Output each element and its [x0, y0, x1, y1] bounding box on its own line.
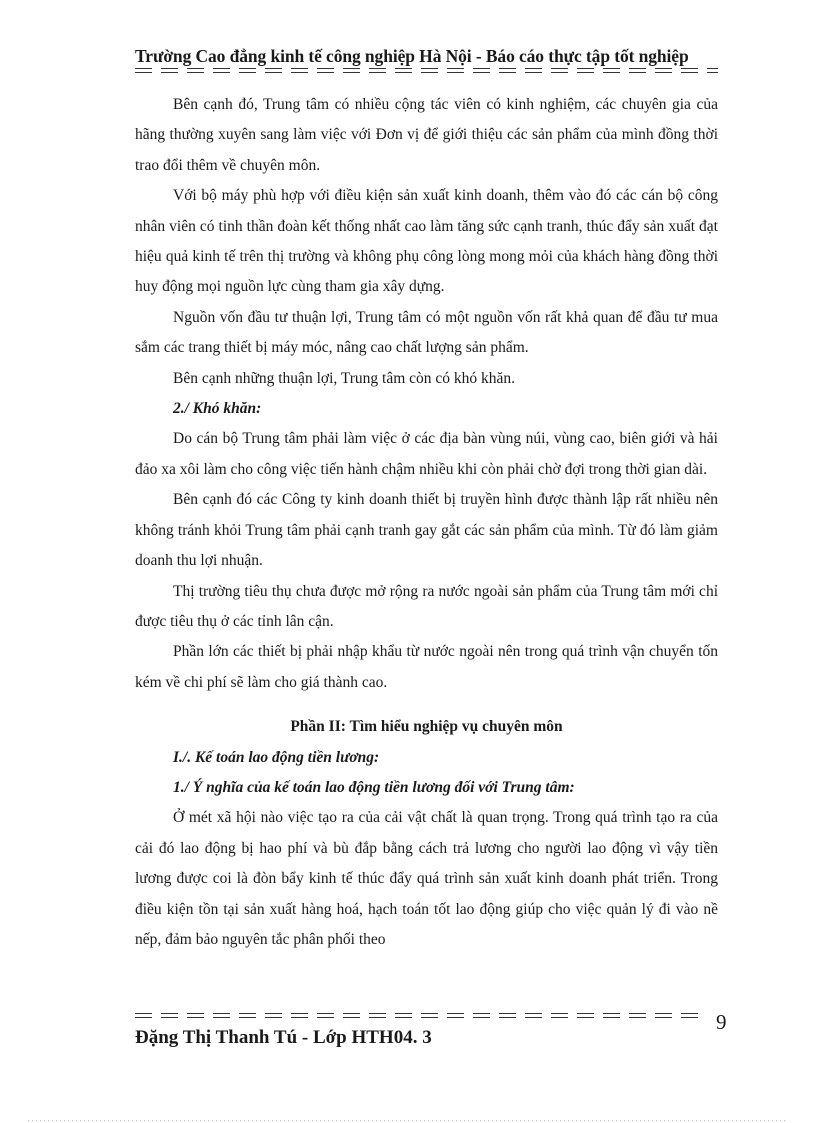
paragraph: Do cán bộ Trung tâm phải làm việc ở các địa bàn vùng núi, vùng cao, biên giới và hải đảo xa xôi làm cho công việc tiến hành chậm nhiều khi còn phải chờ đợi trong thời gian dài.	[135, 430, 718, 478]
footer-double-rule	[135, 1013, 707, 1019]
page-number: 9	[716, 1010, 727, 1034]
footer-author: Đặng Thị Thanh Tú - Lớp HTH04. 3	[135, 1027, 432, 1048]
header-double-rule	[135, 68, 718, 74]
page-header-title: Trường Cao đẳng kinh tế công nghiệp Hà Nội - Báo cáo thực tập tốt nghiệp	[135, 46, 689, 66]
paragraph: Nguồn vốn đầu tư thuận lợi, Trung tâm có một nguồn vốn rất khả quan để đầu tư mua sắm các trang thiết bị máy móc, nâng cao chất lượng sản phẩm.	[135, 308, 718, 357]
heading-difficulties: 2./ Khó khăn:	[173, 400, 262, 418]
paragraph: Ở mét xã hội nào việc tạo ra của cải vật chất là quan trọng. Trong quá trình tạo ra của cải đó lao động bị hao phí và bù đắp bằng cách trả lương cho người lao động vì vậy tiền lương được coi là đòn bẩy kinh tế thúc đẩy quá trình sản xuất kinh doanh phát triển. Trong điều kiện tồn tại sản xuất hàng hoá, hạch toán tốt lao động giúp cho việc quản lý đi vào nề nếp, đảm bảo nguyên tắc phân phối theo	[135, 809, 718, 948]
page-bottom-dotted-line	[28, 1120, 788, 1121]
paragraph: Bên cạnh đó, Trung tâm có nhiều cộng tác viên có kinh nghiệm, các chuyên gia của hãng thường xuyên sang làm việc với Đơn vị để giới thiệu các sản phẩm của mình đồng thời trao đổi thêm về chuyên môn.	[135, 96, 718, 174]
paragraph: Phần lớn các thiết bị phải nhập khẩu từ nước ngoài nên trong quá trình vận chuyển tốn kém về chi phí sẽ làm cho giá thành cao.	[135, 643, 718, 691]
paragraph: Bên cạnh đó các Công ty kinh doanh thiết bị truyền hình được thành lập rất nhiều nên không tránh khỏi Trung tâm phải cạnh tranh gay gắt các sản phẩm của mình. Từ đó làm giảm doanh thu lợi nhuận.	[135, 491, 718, 570]
section-title: Phần II: Tìm hiểu nghiệp vụ chuyên môn	[290, 718, 563, 736]
heading-meaning: 1./ Ý nghĩa của kế toán lao động tiền lương đối với Trung tâm:	[173, 778, 575, 796]
paragraph: Bên cạnh những thuận lợi, Trung tâm còn có khó khăn.	[173, 369, 516, 387]
document-body	[135, 90, 718, 955]
paragraph: Với bộ máy phù hợp với điều kiện sản xuất kinh doanh, thêm vào đó các cán bộ công nhân viên có tinh thần đoàn kết thống nhất cao làm tăng sức cạnh tranh, thúc đẩy sản xuất đạt hiệu quả kinh tế trên thị trường và không phụ công lòng mong mỏi của khách hàng đồng thời huy động mọi nguồn lực cùng tham gia xây dựng.	[135, 187, 718, 296]
paragraph: Thị trường tiêu thụ chưa được mở rộng ra nước ngoài sản phẩm của Trung tâm mới chỉ được tiêu thụ ở các tỉnh lân cận.	[135, 582, 718, 630]
heading-accounting: I./. Kế toán lao động tiền lương:	[173, 748, 380, 766]
